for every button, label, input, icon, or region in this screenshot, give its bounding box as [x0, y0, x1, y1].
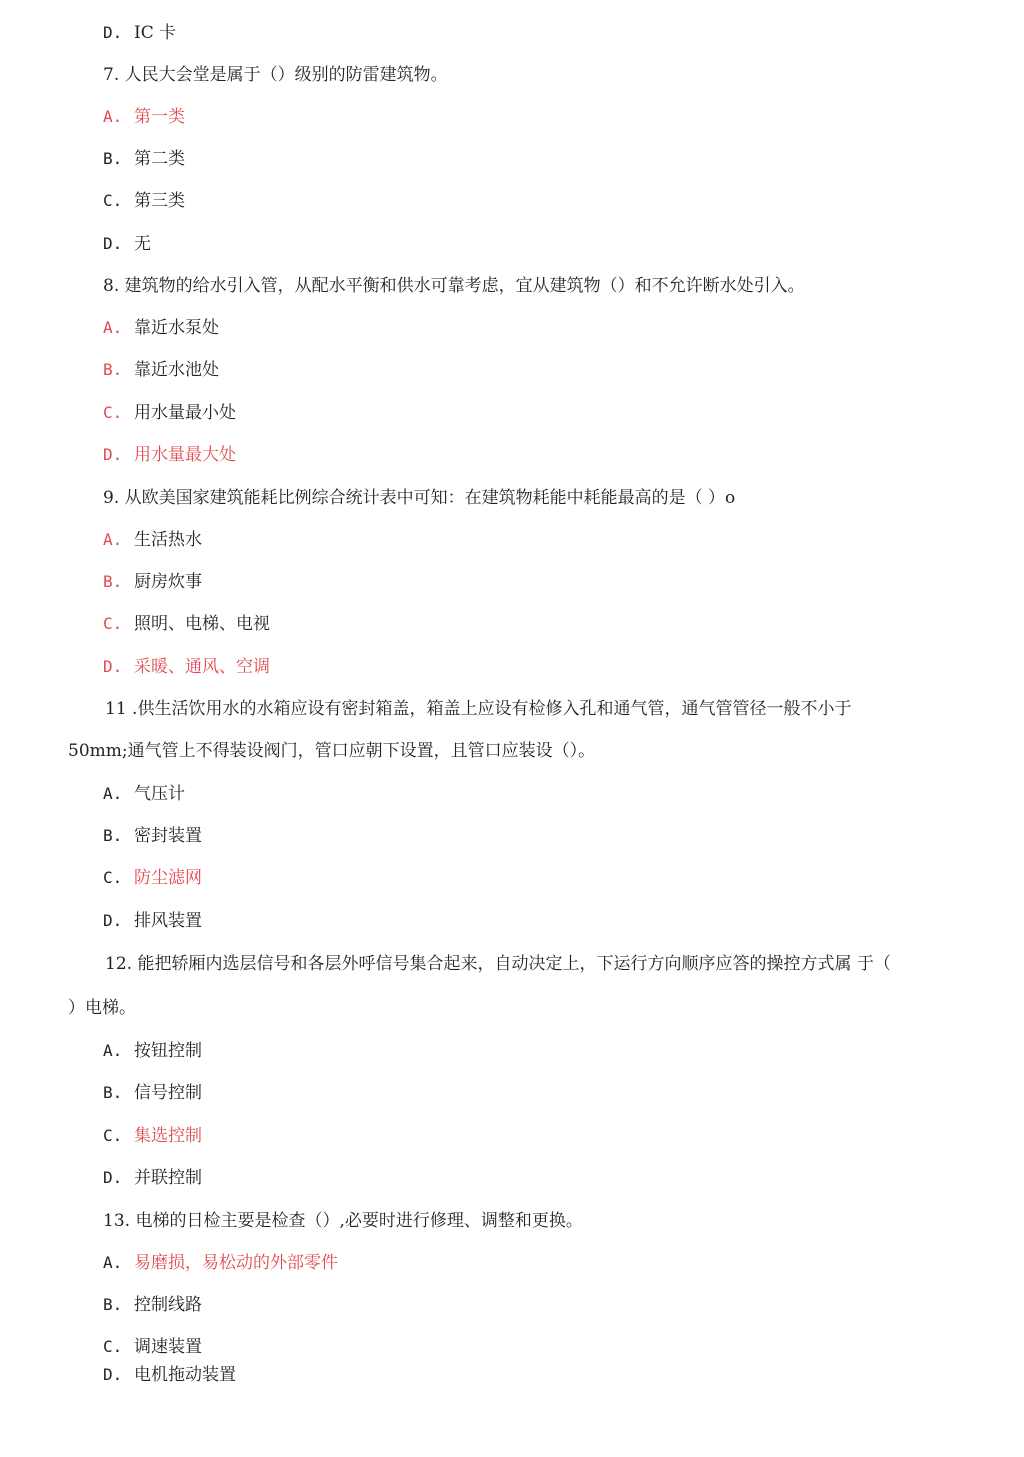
option-12b — [103, 1082, 202, 1104]
option-label: D. — [103, 1365, 123, 1384]
option-text: 气压计 — [134, 784, 185, 804]
option-label: D. — [103, 23, 123, 42]
option-label: C. — [103, 614, 123, 633]
option-label: C. — [103, 403, 123, 422]
option-13c — [103, 1336, 202, 1358]
option-text: 厨房炊事 — [134, 572, 202, 592]
option-label: D. — [103, 657, 123, 676]
option-label: C. — [103, 1337, 123, 1356]
option-13d — [103, 1364, 236, 1386]
option-label: A. — [103, 107, 123, 126]
option-text: IC 卡 — [134, 23, 177, 43]
option-text: 用水量最小处 — [134, 403, 236, 423]
option-label: B. — [103, 1295, 123, 1314]
option-label: B. — [103, 1083, 123, 1102]
option-label: C. — [103, 191, 123, 210]
option-8b-answer — [103, 359, 219, 381]
option-text: 密封装置 — [134, 826, 202, 846]
option-label: A. — [103, 1041, 123, 1060]
option-text: 排风装置 — [134, 911, 202, 931]
option-text: 电机拖动装置 — [134, 1365, 236, 1385]
option-text: 控制线路 — [134, 1295, 202, 1315]
option-text: 调速装置 — [134, 1337, 202, 1357]
option-12d — [103, 1167, 202, 1189]
option-label: C. — [103, 1126, 123, 1145]
option-11d — [103, 910, 202, 932]
option-text: 并联控制 — [134, 1168, 202, 1188]
option-11c-answer — [103, 867, 202, 889]
question-11-line-1: 11 .供生活饮用水的水箱应设有密封箱盖，箱盖上应设有检修入孔和通气管，通气管管径一般不小于 — [105, 699, 852, 719]
option-11a — [103, 783, 185, 805]
question-12-line-2: ）电梯。 — [68, 998, 136, 1018]
option-label: B. — [103, 572, 123, 591]
question-9: 9. 从欧美国家建筑能耗比例综合统计表中可知：在建筑物耗能中耗能最高的是（ ）o — [103, 488, 736, 508]
option-label: D. — [103, 911, 123, 930]
option-text: 按钮控制 — [134, 1041, 202, 1061]
option-text: 靠近水池处 — [134, 360, 219, 380]
option-12c-answer — [103, 1125, 202, 1147]
option-text: 防尘滤网 — [134, 868, 202, 888]
option-9d-answer — [103, 656, 270, 678]
option-13a-answer — [103, 1252, 338, 1274]
option-text: 信号控制 — [134, 1083, 202, 1103]
option-d-ic-card — [103, 22, 176, 44]
question-11-line-2: 50mm;通气管上不得装设阀门，管口应朝下设置，且管口应装设（）。 — [68, 741, 596, 761]
question-12-line-1: 12. 能把轿厢内选层信号和各层外呼信号集合起来，自动决定上，下运行方向顺序应答的操控方式属 于（ — [105, 954, 891, 974]
option-label: A. — [103, 530, 123, 549]
option-label: A. — [103, 1253, 123, 1272]
question-13: 13. 电梯的日检主要是检查（）,必要时进行修理、调整和更换。 — [103, 1211, 583, 1231]
option-label: A. — [103, 318, 123, 337]
option-label: A. — [103, 784, 123, 803]
option-8d-answer — [103, 444, 236, 466]
question-8: 8. 建筑物的给水引入管，从配水平衡和供水可靠考虑，宜从建筑物（）和不允许断水处引入。 — [103, 276, 805, 296]
option-text: 第一类 — [134, 107, 185, 127]
option-12a — [103, 1040, 202, 1062]
option-label: D. — [103, 234, 123, 253]
option-text: 第三类 — [134, 191, 185, 211]
option-text: 无 — [134, 234, 151, 254]
option-text: 易磨损，易松动的外部零件 — [134, 1253, 338, 1273]
option-text: 采暖、通风、空调 — [134, 657, 270, 677]
option-label: D. — [103, 1168, 123, 1187]
option-text: 集选控制 — [134, 1126, 202, 1146]
question-7: 7. 人民大会堂是属于（）级别的防雷建筑物。 — [103, 65, 448, 85]
option-label: C. — [103, 868, 123, 887]
option-11b — [103, 825, 202, 847]
option-text: 用水量最大处 — [134, 445, 236, 465]
option-8a-answer — [103, 317, 219, 339]
option-text: 靠近水泵处 — [134, 318, 219, 338]
option-9b-answer — [103, 571, 202, 593]
option-7d — [103, 233, 151, 255]
option-9c-answer — [103, 613, 270, 635]
option-text: 第二类 — [134, 149, 185, 169]
option-9a-answer — [103, 529, 202, 551]
option-7c — [103, 190, 185, 212]
option-8c-answer — [103, 402, 236, 424]
option-7a-answer — [103, 106, 185, 128]
option-text: 照明、电梯、电视 — [134, 614, 270, 634]
option-label: B. — [103, 360, 123, 379]
option-13b — [103, 1294, 202, 1316]
option-label: D. — [103, 445, 123, 464]
option-label: B. — [103, 826, 123, 845]
option-label: B. — [103, 149, 123, 168]
option-7b — [103, 148, 185, 170]
option-text: 生活热水 — [134, 530, 202, 550]
